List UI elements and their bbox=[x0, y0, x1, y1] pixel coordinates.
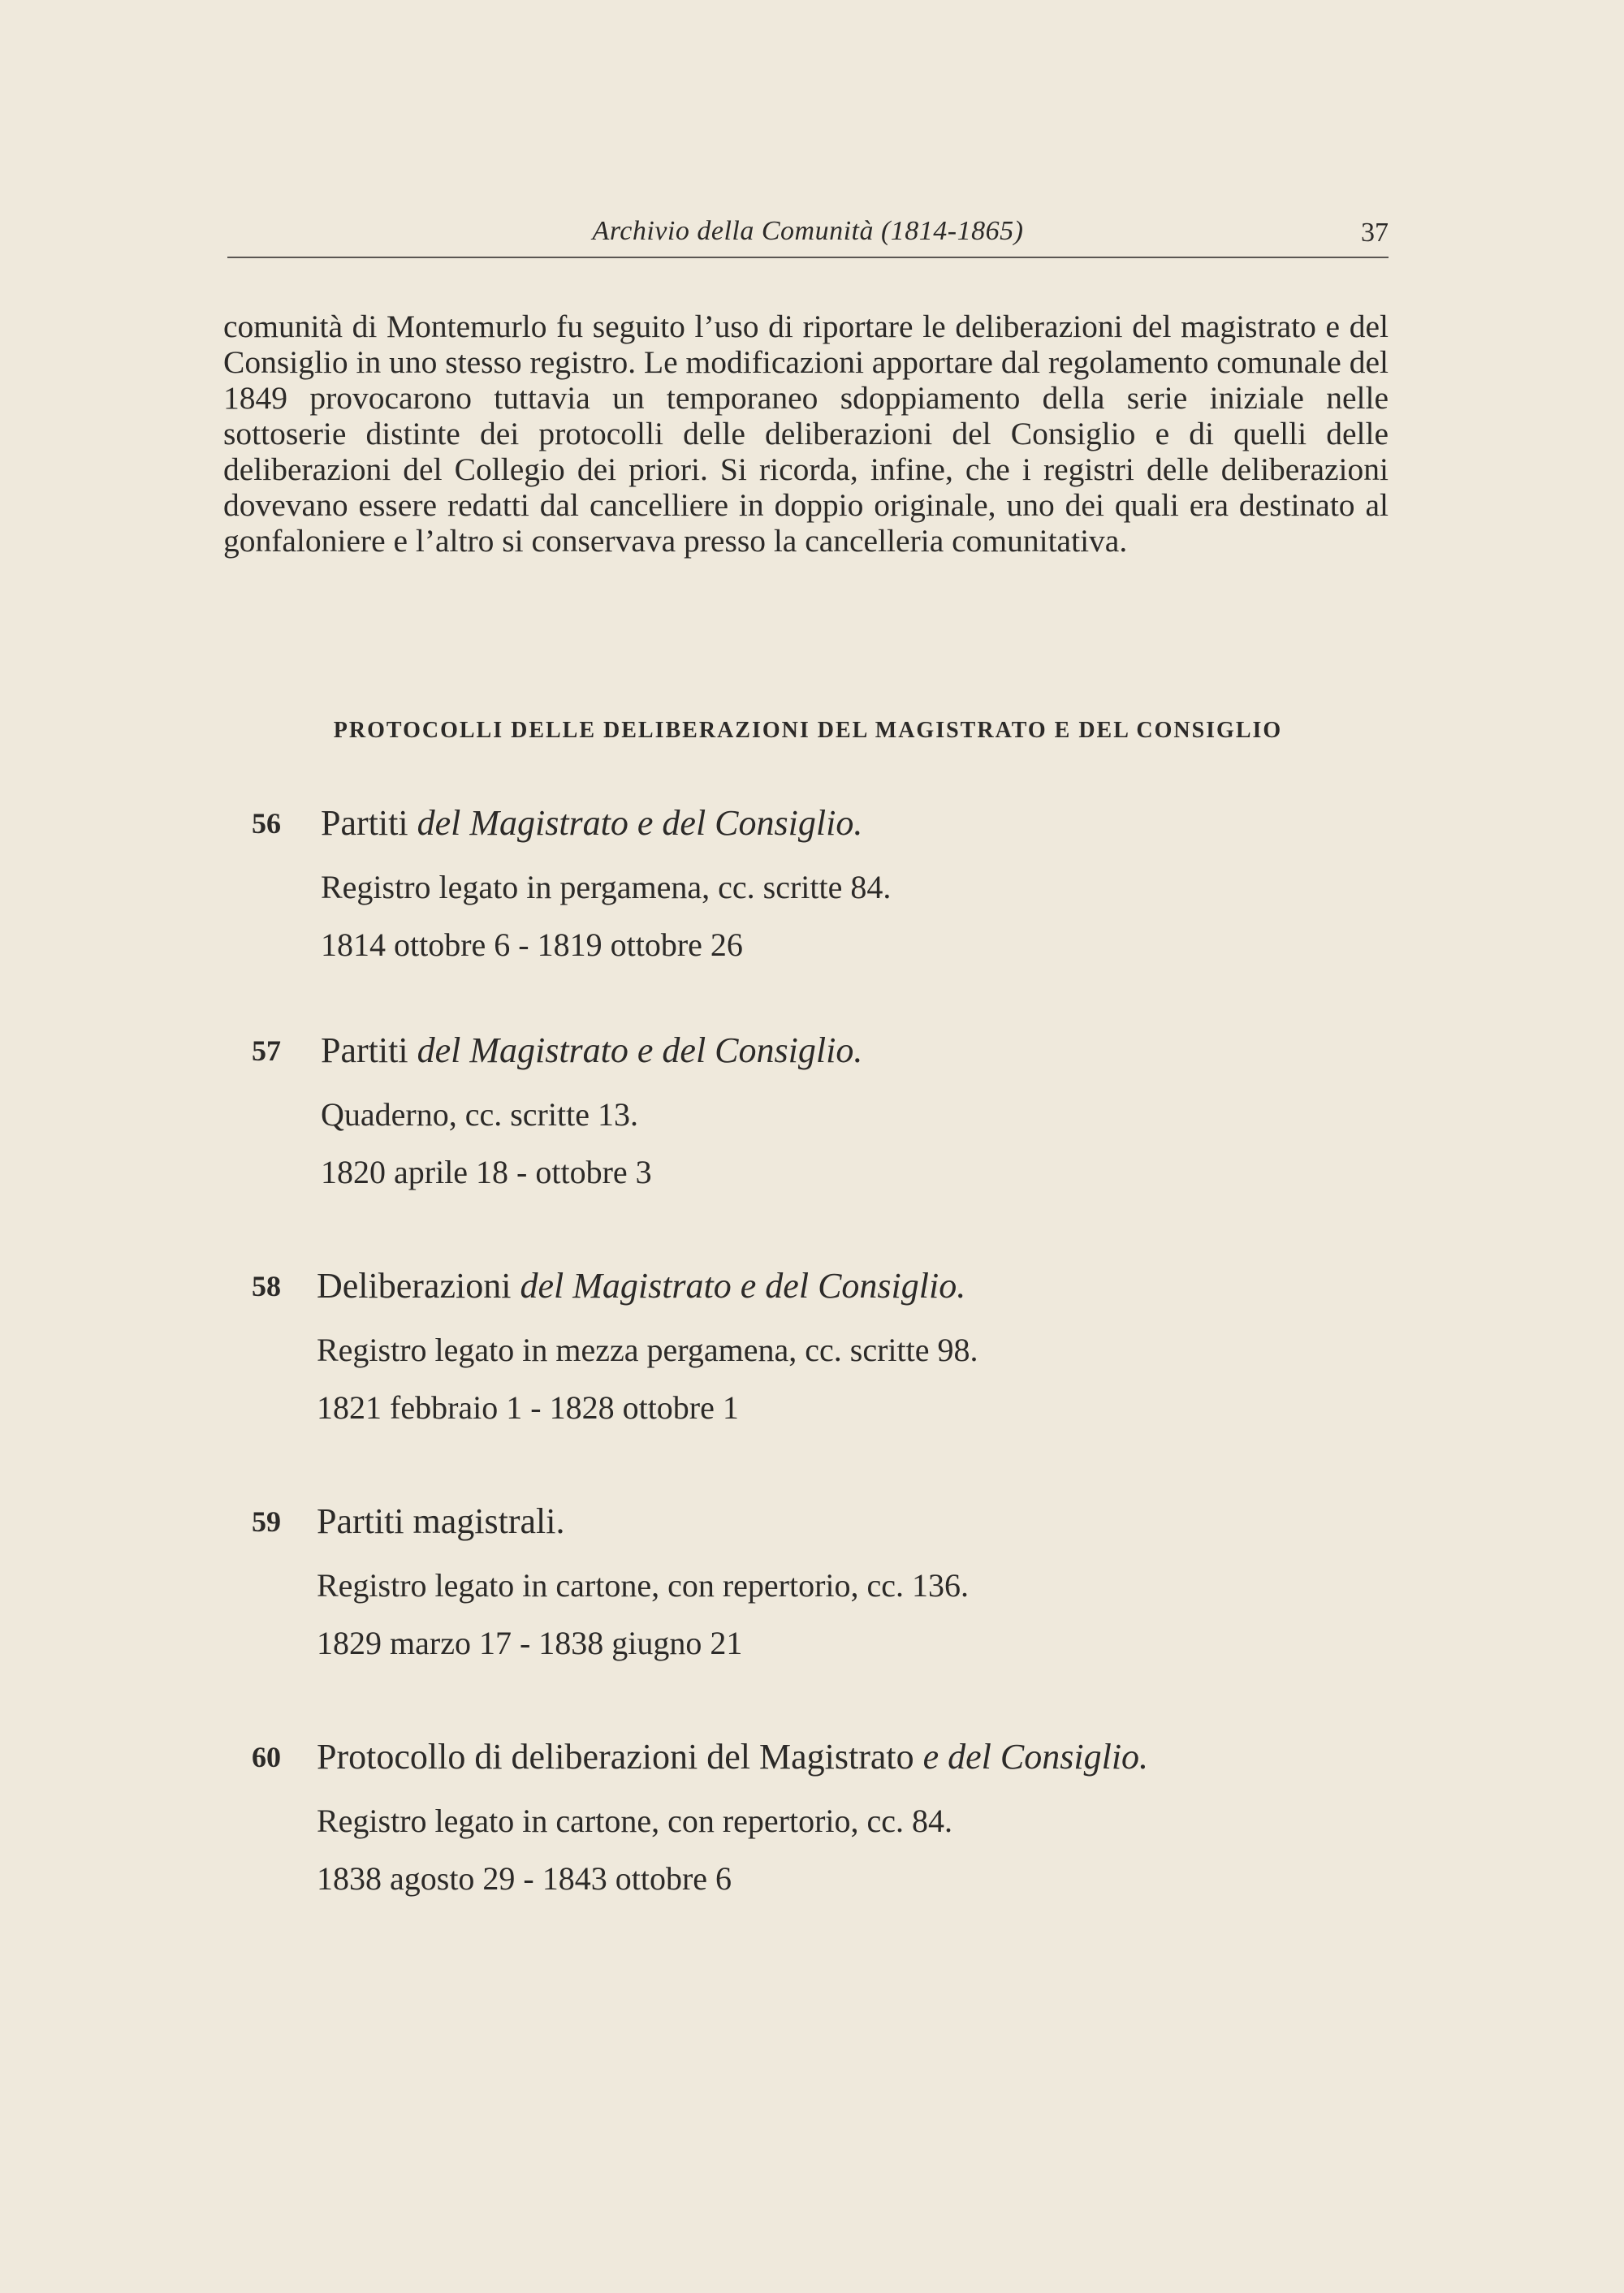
entry-description: Quaderno, cc. scritte 13. bbox=[321, 1096, 638, 1133]
entry-title bbox=[317, 1733, 1148, 1781]
entry-number: 60 bbox=[252, 1741, 281, 1773]
entry-number: 56 bbox=[252, 807, 281, 840]
running-title: Archivio della Comunità (1814-1865) bbox=[592, 216, 1024, 246]
entry-number: 57 bbox=[252, 1034, 281, 1067]
entry-title-plain: Partiti bbox=[321, 1030, 408, 1070]
page-number: 37 bbox=[1361, 218, 1389, 248]
entry-title-plain: Protocollo di deliberazioni del Magistrato bbox=[317, 1737, 914, 1777]
entry-dates: 1821 febbraio 1 - 1828 ottobre 1 bbox=[317, 1389, 739, 1426]
entry-title-plain: Partiti bbox=[321, 803, 408, 843]
page-header bbox=[227, 213, 1389, 258]
section-heading: PROTOCOLLI DELLE DELIBERAZIONI DEL MAGISTRATO E DEL CONSIGLIO bbox=[333, 718, 1283, 743]
entry-title-italic: del Magistrato e del Consiglio. bbox=[417, 803, 863, 843]
entry-dates: 1838 agosto 29 - 1843 ottobre 6 bbox=[317, 1860, 732, 1897]
entry-title-italic: e del Consiglio. bbox=[922, 1737, 1149, 1777]
entry-title-plain: Deliberazioni bbox=[317, 1266, 512, 1306]
entry-description: Registro legato in mezza pergamena, cc. scritte 98. bbox=[317, 1332, 978, 1368]
entry-title-italic: del Magistrato e del Consiglio. bbox=[520, 1266, 966, 1306]
entry-title-italic: del Magistrato e del Consiglio. bbox=[417, 1030, 863, 1070]
entry-title bbox=[321, 1026, 862, 1075]
entry-title bbox=[317, 1262, 965, 1311]
entry-number: 59 bbox=[252, 1505, 281, 1538]
entry-description: Registro legato in pergamena, cc. scritte 84. bbox=[321, 869, 892, 905]
entry-dates: 1814 ottobre 6 - 1819 ottobre 26 bbox=[321, 926, 743, 963]
entry-description: Registro legato in cartone, con repertorio, cc. 84. bbox=[317, 1803, 953, 1839]
body-paragraph: comunità di Montemurlo fu seguito l’uso di riportare le deliberazioni del magistrato e del Consiglio in uno stesso registro. Le modificazioni apportare dal regolamento comunale del 1849 provocarono tuttavia un temporaneo sdoppiamento della serie iniziale nelle sottoserie distinte dei protocolli delle deliberazioni del Consiglio e di quelli delle deliberazioni del Collegio dei priori. Si ricorda, infine, che i registri delle deliberazioni dovevano essere redatti dal cancelliere in doppio originale, uno dei quali era destinato al gonfaloniere e l’altro si conservava presso la cancelleria comunitativa. bbox=[223, 309, 1389, 559]
entry-number: 58 bbox=[252, 1270, 281, 1302]
entry-dates: 1820 aprile 18 - ottobre 3 bbox=[321, 1154, 652, 1190]
entry-title-plain: Partiti magistrali. bbox=[317, 1501, 565, 1541]
entry-title bbox=[321, 799, 862, 848]
entry-dates: 1829 marzo 17 - 1838 giugno 21 bbox=[317, 1625, 743, 1661]
entry-title bbox=[317, 1497, 565, 1546]
entry-description: Registro legato in cartone, con repertorio, cc. 136. bbox=[317, 1567, 970, 1604]
